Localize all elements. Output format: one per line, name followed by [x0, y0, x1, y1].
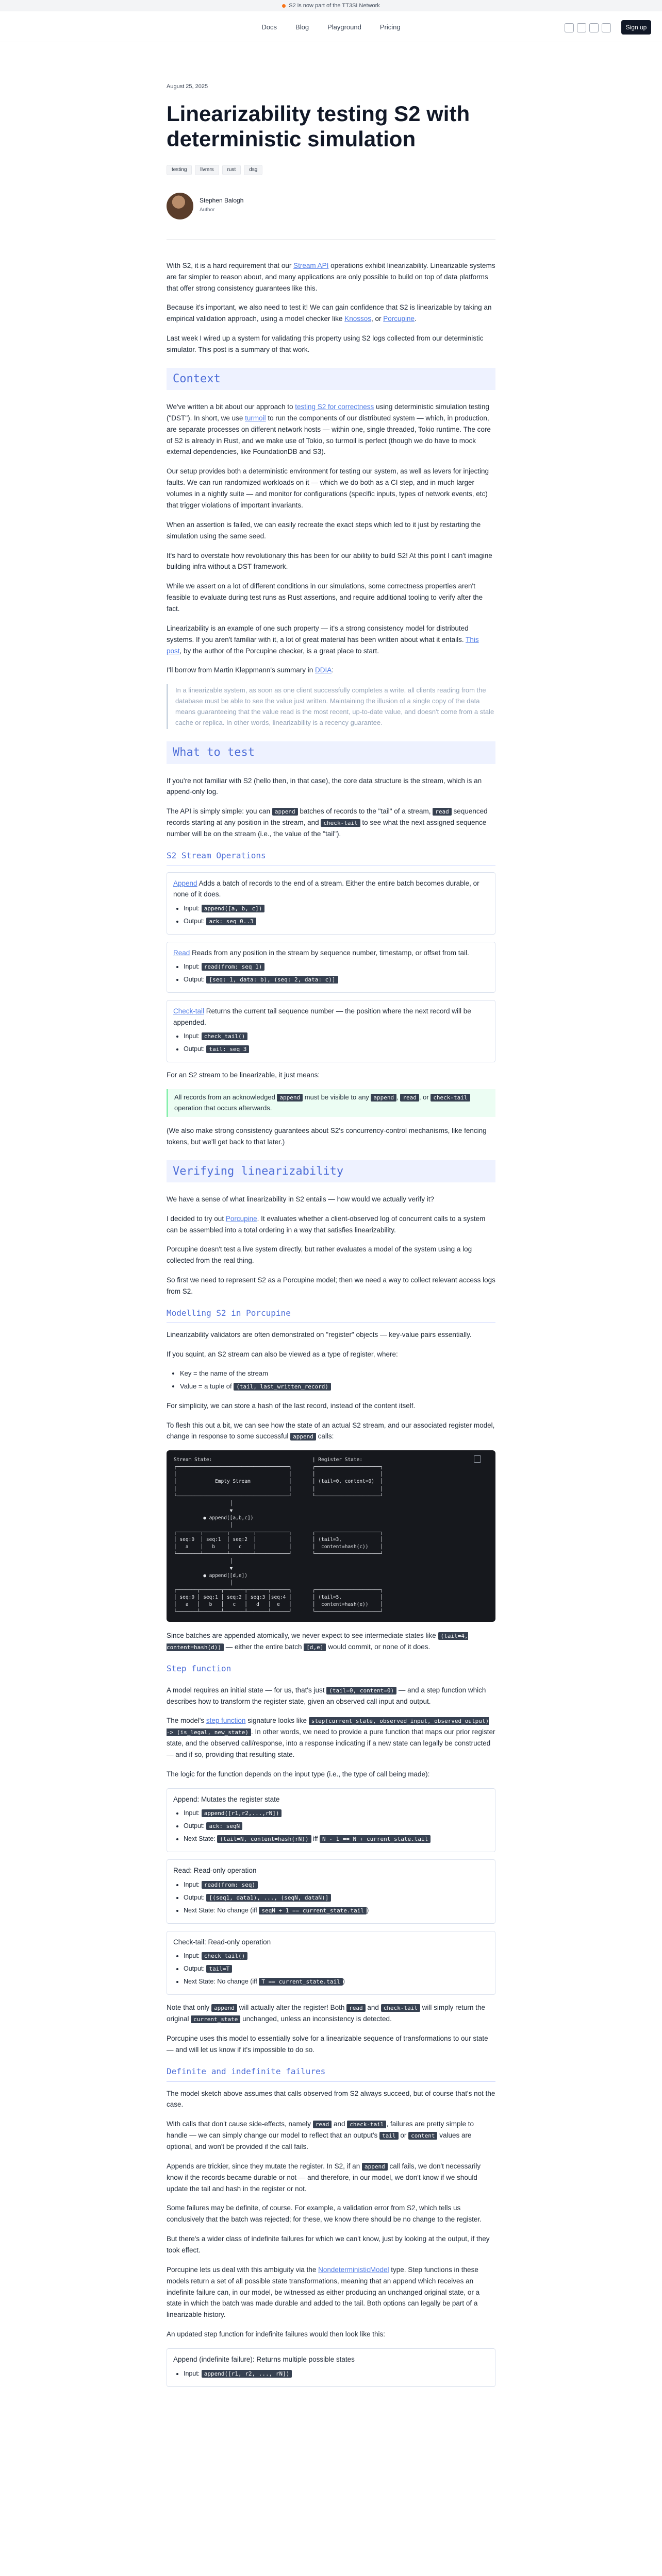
paragraph: But there's a wider class of indefinite failures for which we can't know, just by looking at the output, if they took effect.: [167, 2235, 490, 2254]
list-item: • Value = a tuple of (tail, last_written_record): [180, 1381, 495, 1392]
section-heading-what-to-test: What to test: [167, 741, 495, 764]
step-card-read: Read: Read-only operation • Input: read(from: seq) • Output: [(seq1, data1), ..., (seqN, dataN)] • Next State: No change (iff seqN + 1 == current_state.tail ): [167, 1859, 495, 1924]
subsection-heading-ops: S2 Stream Operations: [167, 849, 495, 866]
nav-link-pricing[interactable]: Pricing: [379, 23, 401, 31]
nav-links: [0, 22, 662, 33]
author-block: [167, 193, 495, 222]
step-card-check-tail: Check-tail: Read-only operation • Input: check_tail() • Output: tail=T • Next State: No change (iff T == current_state.tail ): [167, 1931, 495, 1995]
author-role: Author: [200, 207, 215, 213]
register-list: [167, 1368, 495, 1392]
paragraph: So first we need to represent S2 as a Porcupine model; then we need a way to collect relevant access logs from S2.: [167, 1276, 495, 1295]
op-card-append: Append Adds a batch of records to the end of a stream. Either the entire batch becomes durable, or none of it does. • Input: append([a, b, c]) • Output: ack: seq 0..3: [167, 872, 495, 935]
check-tail-link[interactable]: Check-tail: [173, 1007, 205, 1015]
discord-icon[interactable]: [577, 23, 586, 32]
knossos-link[interactable]: Knossos: [344, 315, 371, 323]
paragraph: The model's step function signature looks like step(current_state, observed_input, observed_output) -> (is_legal, new_state) . In other words, we need to provide a pure function that maps our prior register state, and the observed call/response, into a response indicating if a new state can legally be constructed — and if so, providing that resulting state.: [167, 1717, 495, 1758]
github-icon[interactable]: [565, 23, 574, 32]
chat-icon[interactable]: [589, 23, 599, 32]
tag[interactable]: llvmrs: [195, 165, 219, 175]
read-link[interactable]: Read: [173, 948, 190, 957]
paragraph: With calls that don't cause side-effects, namely read and check-tail , failures are pretty simple to handle — we can simply change our model to reflect that an output's tail or content values are optional, and won't be provided if the call fails.: [167, 2120, 474, 2150]
linearizability-callout: All records from an acknowledged append must be visible to any append , read , or check-tail operation that occurs afterwards.: [167, 1089, 495, 1117]
section-heading-verifying: Verifying linearizability: [167, 1160, 495, 1182]
paragraph: Last week I wired up a system for validating this property using S2 logs collected from our deterministic simulator. This post is a summary of that work.: [167, 334, 484, 353]
paragraph: Because it's important, we also need to test it! We can gain confidence that S2 is linearizable by taking an empirical validation approach, using a model checker like Knossos, or Porcupine.: [167, 303, 492, 323]
copy-icon[interactable]: [474, 1455, 481, 1463]
subsection-heading-failures: Definite and indefinite failures: [167, 2065, 495, 2082]
paragraph: The API is simply simple: you can append batches of records to the "tail" of a stream, read sequenced records starting at any position in the stream, and check-tail to see what the next assigned sequence number will be on the stream (i.e., the value of the "tail").: [167, 807, 488, 838]
paragraph: Our setup provides both a deterministic environment for testing our system, as well as levers for injecting faults. We can run randomized workloads on it — which we do both as a CI step, and in much larger volumes in a nightly suite — and monitor for configurations (specific inputs, types of network events, etc) that trigger violations of important invariants.: [167, 467, 489, 509]
step-function-link[interactable]: step function: [206, 1717, 246, 1725]
testing-link[interactable]: testing S2 for correctness: [295, 403, 374, 411]
tag-list: [167, 163, 495, 175]
paragraph: If you squint, an S2 stream can also be viewed as a type of register, where:: [167, 1350, 398, 1359]
x-icon[interactable]: [602, 23, 611, 32]
paragraph: It's hard to overstate how revolutionary this has been for our ability to build S2! At this point I can't imagine building infra without a DST framework.: [167, 551, 492, 571]
paragraph: For an S2 stream to be linearizable, it just means:: [167, 1071, 320, 1079]
paragraph: If you're not familiar with S2 (hello then, in that case), the core data structure is the stream, which is an append-only log.: [167, 776, 482, 796]
paragraph: I decided to try out Porcupine. It evaluates whether a client-observed log of concurrent calls to a system can be assembled into a total ordering in a way that satisfies linearizability.: [167, 1214, 486, 1234]
paragraph: To flesh this out a bit, we can see how the state of an actual S2 stream, and our associated register model, change in response to some successful append calls:: [167, 1421, 495, 1440]
nav-link-blog[interactable]: Blog: [295, 23, 309, 31]
nondeterministic-model-link[interactable]: NondeterministicModel: [318, 2265, 389, 2274]
paragraph: Some failures may be definite, of course. For example, a validation error from S2, which tells us conclusively that the batch was rejected; for these, we know there should be no change to the register.: [167, 2204, 482, 2224]
post-date: August 25, 2025: [167, 83, 208, 90]
avatar: [167, 193, 193, 219]
paragraph: For simplicity, we can store a hash of the last record, instead of the content itself.: [167, 1401, 416, 1410]
paragraph: We have a sense of what linearizability in S2 entails — how would we actually verify it?: [167, 1195, 435, 1203]
op-card-check-tail: Check-tail Returns the current tail sequence number — the position where the next record will be appended. • Input: check_tail() • Output: tail: seq 3: [167, 1000, 495, 1062]
list-item: • Key = the name of the stream: [180, 1368, 495, 1379]
this-post-link[interactable]: This post: [167, 635, 479, 655]
porcupine-link[interactable]: Porcupine: [225, 1214, 257, 1223]
tag[interactable]: rust: [222, 165, 241, 175]
announcement-dot-icon: [282, 4, 286, 8]
paragraph: Note that only append will actually alter the register! Both read and check-tail will simply return the original current_state unchanged, unless an inconsistency is detected.: [167, 2004, 485, 2023]
paragraph: I'll borrow from Martin Kleppmann's summary in DDIA:: [167, 666, 334, 674]
paragraph: Since batches are appended atomically, we never expect to see intermediate states like (tail=4, content=hash(d)) — either the entire batch [d,e] would commit, or none of it does.: [167, 1632, 468, 1651]
paragraph: Linearizability is an example of one such property — it's a strong consistency model for distributed systems. If you aren't familiar with it, a lot of great material has been written about what it entails. This post, by the author of the Porcupine checker, is a great place to start.: [167, 624, 479, 655]
porcupine-link[interactable]: Porcupine: [383, 315, 415, 323]
paragraph: We've written a bit about our approach to testing S2 for correctness using deterministic simulation testing ("DST"). In short, we use turmoil to run the components of our distributed system — which, in production, are separate processes on different network hosts — within one, single threaded, Tokio runtime. The core of S2 is already in Rust, and we make use of Tokio, so turmoil is perfect (though we do have to mock external dependencies, like FoundationDB and S3).: [167, 403, 491, 456]
top-nav: [0, 11, 662, 42]
section-heading-context: Context: [167, 368, 495, 390]
state-diagram: Stream State: | Register State: ┌──────────────────────────────────────┐ ┌──────────────────────┐ │ │ │ │ │ Empty Stream │ │ (tail=0, content=0) │ │ │ │ │ └──────────────────────────────────────┘ └──────────────────────┘ │ ▼ ● append([a,b,c]) │ ┌────────┬────────┬────────┬───────────┐ ┌──────────────────────┐ │ seq:0 │ seq:1 │ seq:2 │ │ │ (tail=3, │ │ a │ b │ c │ │ │ content=hash(c)) │ └────────┴────────┴────────┴───────────┘ └──────────────────────┘ │ ▼ ● append([d,e]) │ ┌───────┬───────┬───────┬───────┬──────┐ ┌──────────────────────┐ │ seq:0 │ seq:1 │ seq:2 │ seq:3 │seq:4 │ │ (tail=5, │ │ a │ b │ c │ d │ e │ │ content=hash(e)) │ └───────┴───────┴───────┴───────┴──────┘ └──────────────────────┘: [174, 1457, 384, 1615]
paragraph: Porcupine doesn't test a live system directly, but rather evaluates a model of the system using a log collected from the real thing.: [167, 1245, 472, 1265]
nav-link-docs[interactable]: Docs: [261, 23, 277, 31]
step-card-append: Append: Mutates the register state • Input: append([r1,r2,...,rN]) • Output: ack: seqN • Next State: (tail=N, content=hash(rN)) iff N - 1 == N + current_state.tail: [167, 1788, 495, 1853]
step-card-indefinite: Append (indefinite failure): Returns multiple possible states • Input: append([r1, r2, ..., rN]): [167, 2348, 495, 2387]
signup-button[interactable]: Sign up: [621, 20, 651, 35]
ddia-link[interactable]: DDIA: [315, 666, 332, 674]
op-card-read: Read Reads from any position in the stream by sequence number, timestamp, or offset from tail. • Input: read(from: seq 1) • Output: [seq: 1, data: b), (seq: 2, data: c)]: [167, 942, 495, 993]
tag[interactable]: testing: [167, 165, 192, 175]
paragraph: The logic for the function depends on the input type (i.e., the type of call being made):: [167, 1770, 430, 1778]
paragraph: The model sketch above assumes that calls observed from S2 always succeed, but of course that's not the case.: [167, 2089, 495, 2109]
tag[interactable]: dsg: [244, 165, 262, 175]
stream-api-link[interactable]: Stream API: [293, 261, 329, 269]
paragraph: Porcupine lets us deal with this ambiguity via the NondeterministicModel type. Step functions in these models return a set of all possible state transformations, meaning that an append which receives an indefinite failure can, in our model, be witnessed as either producing an unchanged original state, or a state in which the batch was made durable and added to the tail. Both options can legally be part of a linearizable history.: [167, 2265, 480, 2319]
nav-link-playground[interactable]: Playground: [327, 23, 361, 31]
state-diagram-block: [167, 1450, 495, 1622]
paragraph: With S2, it is a hard requirement that our Stream API operations exhibit linearizability. Linearizable systems are far simpler to reason about, and many applications are only possible to build on top of data platforms that offer strong consistency guarantees like this.: [167, 261, 495, 292]
turmoil-link[interactable]: turmoil: [245, 414, 266, 422]
ddia-quote: In a linearizable system, as soon as one client successfully completes a write, all clients reading from the database must be able to see the value just written. Maintaining the illusion of a single copy of the data means guaranteeing that the value read is the most recent, up-to-date value, and doesn't come from a stale cache or replica. In other words, linearizability is a recency guarantee.: [167, 684, 495, 729]
paragraph: A model requires an initial state — for us, that's just (tail=0, content=0) — and a step function which describes how to transform the register state, given an observed call input and output.: [167, 1686, 486, 1705]
nav-icons: [565, 22, 614, 33]
announcement-banner[interactable]: [0, 0, 662, 11]
paragraph: When an assertion is failed, we can easily recreate the exact steps which led to it just by restarting the simulation using the same seed.: [167, 520, 481, 540]
article: [167, 82, 495, 2394]
paragraph: Appends are trickier, since they mutate the register. In S2, if an append call fails, we don't necessarily know if the records became durable or not — and therefore, in our model, we don't know if we should update the tail and hash in the register or not.: [167, 2162, 481, 2193]
paragraph: An updated step function for indefinite failures would then look like this:: [167, 2330, 386, 2338]
paragraph: Porcupine uses this model to essentially solve for a linearizable sequence of transformations to our state — and will let us know if it's impossible to do so.: [167, 2035, 488, 2054]
banner-text: S2 is now part of the TT3SI Network: [289, 3, 380, 9]
paragraph: Linearizability validators are often demonstrated on "register" objects — key-value pairs essentially.: [167, 1331, 472, 1339]
subsection-heading-step: Step function: [167, 1664, 231, 1674]
author-name: Stephen Balogh: [200, 196, 244, 204]
paragraph: (We also make strong consistency guarantees about S2's concurrency-control mechanisms, like fencing tokens, but we'll get back to that later.): [167, 1126, 487, 1146]
subsection-heading-modelling: Modelling S2 in Porcupine: [167, 1307, 495, 1324]
page-title: Linearizability testing S2 with deterministic simulation: [167, 101, 470, 151]
append-link[interactable]: Append: [173, 879, 197, 887]
divider: [167, 239, 495, 240]
paragraph: While we assert on a lot of different conditions in our simulations, some correctness properties aren't feasible to evaluate during test runs as Rust assertions, and require additional tooling to verify after the fact.: [167, 582, 483, 613]
